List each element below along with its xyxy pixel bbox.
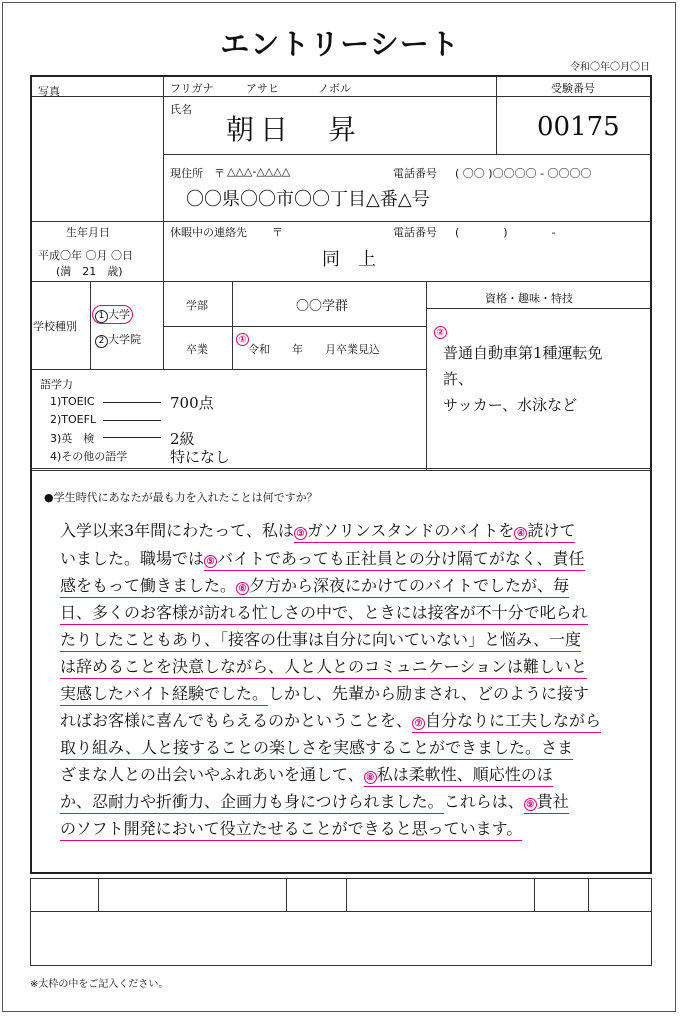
postal-mark: 〒: [214, 167, 225, 180]
eiken-dash: [103, 437, 161, 438]
graduation-value: 令和 年 月卒業見込: [248, 343, 380, 356]
essay-line-7: 実感したバイト経験でした。しかし、先輩から励まされ、どのように接す: [60, 681, 589, 704]
faculty-value: 〇〇学群: [296, 299, 349, 314]
question-divider: [30, 468, 652, 469]
toeic-label: 1)TOEIC: [50, 395, 95, 408]
marker-2: ②: [434, 320, 447, 339]
birth-age: (満 21 歳): [56, 265, 123, 278]
photo-label: 写真: [38, 85, 60, 98]
holiday-contact-label: 休暇中の連絡先: [170, 226, 247, 239]
essay-line-2: いました。職場では ⑤ バイトであっても正社員との分け隔てがなく、責任: [60, 546, 585, 569]
furigana-label: フリガナ: [170, 82, 214, 95]
question-text: ●学生時代にあなたが最も力を入れたことは何ですか？: [44, 491, 318, 504]
exam-number-label: 受験番号: [551, 82, 595, 95]
footer-note: ※太枠の中をご記入ください。: [30, 979, 169, 990]
essay-line-5: たりしたこともあり、「接客の仕事は自分に向いていない」と悩み、一度: [60, 627, 581, 650]
holiday-tel-label: 電話番号: [393, 226, 437, 239]
office-use-table: [30, 878, 652, 966]
qualifications-line-2: 許、: [443, 370, 474, 388]
language-label: 語学力: [40, 378, 73, 391]
toeic-dash: [103, 402, 161, 403]
essay-line-3: 感をもって働きました。 ⑥ 夕方から深夜にかけてのバイトでしたが、毎: [60, 573, 569, 596]
graduation-label: 卒業: [186, 343, 208, 356]
essay-line-11: か、忍耐力や折衝力、企画力も身につけられました。これらは、 ⑨ 貴社: [60, 789, 569, 812]
page-title: エントリーシート: [220, 27, 460, 61]
applicant-name: 朝日 昇: [226, 113, 363, 146]
office-use-divider: [30, 911, 652, 912]
birth-label: 生年月日: [66, 226, 110, 239]
holiday-address: 同 上: [322, 249, 376, 270]
office-col-1: [98, 878, 99, 911]
other-language-value: 特になし: [170, 448, 231, 466]
office-col-3: [346, 878, 347, 911]
name-label: 氏名: [170, 103, 192, 116]
school-type-other: 2 大学院: [95, 331, 141, 348]
tel-value: ( 〇〇 )〇〇〇〇 - 〇〇〇〇: [455, 167, 592, 180]
furigana-family: アサヒ: [246, 82, 279, 95]
essay-line-1: 入学以来3年間にわたって、私は ③ ガソリンスタンドのバイトを ④ 読けて: [60, 518, 575, 541]
number-two-icon: 2: [95, 335, 108, 348]
school-type-label: 学校種別: [33, 320, 77, 333]
faculty-label: 学部: [186, 299, 208, 312]
birth-date: 平成〇年 〇月 〇日: [38, 249, 133, 262]
toefl-dash: [103, 420, 161, 421]
eiken-value: 2級: [170, 430, 195, 448]
address-label: 現住所: [170, 167, 203, 180]
essay-line-6: は辞めることを決意しながら、人と人とのコミュニケーションは難しいと: [60, 654, 587, 677]
eiken-label: 3)英 検: [50, 432, 95, 445]
office-col-4: [534, 878, 535, 911]
essay-line-12: のソフト開発において役立たせることができると思っています。: [60, 816, 522, 839]
number-one-icon: 1: [95, 310, 108, 323]
toeic-value: 700点: [170, 394, 214, 412]
essay-line-9: 取り組み、人と接することの楽しさを実感することができました。さま: [60, 735, 573, 758]
holiday-postal-mark: 〒: [272, 226, 283, 239]
essay-line-8: ればお客様に喜んでもらえるのかということを、 ⑦ 自分なりに工夫しながら: [60, 708, 601, 731]
address-value: 〇〇県〇〇市〇〇丁目△番△号: [186, 189, 430, 210]
office-col-5: [588, 878, 589, 911]
toefl-label: 2)TOEFL: [50, 413, 97, 426]
qualifications-line-3: サッカー、水泳など: [443, 396, 578, 414]
furigana-given: ノボル: [318, 82, 351, 95]
essay-line-4: 日、多くのお客様が訪れる忙しさの中で、ときには接客が不十分で叱られ: [60, 600, 588, 623]
qualifications-line-1: 普通自動車第1種運転免: [443, 344, 603, 362]
marker-1: ①: [236, 327, 249, 346]
other-language-label: 4)その他の語学: [50, 450, 128, 463]
holiday-tel-value: ( ) -: [455, 226, 556, 239]
date-field: 令和〇年〇月〇日: [570, 62, 650, 73]
qualifications-label: 資格・趣味・特技: [485, 292, 573, 305]
tel-label: 電話番号: [393, 167, 437, 180]
exam-number: 00175: [537, 112, 620, 142]
postal-code: △△△-△△△△: [227, 165, 291, 178]
school-type-selected: 1 大学: [92, 305, 133, 324]
essay-line-10: ざまな人との出会いやふれあいを通して、 ⑧ 私は柔軟性、順応性のほ: [60, 762, 553, 785]
office-col-2: [286, 878, 287, 911]
